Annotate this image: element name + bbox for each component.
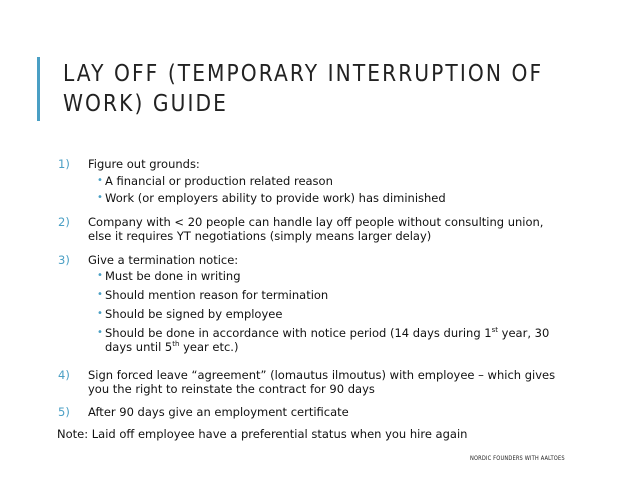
sub-bullet (97, 174, 570, 188)
list-item-text: you the right to reinstate the contract for 90 days (88, 382, 375, 396)
list-item-2 (58, 215, 570, 243)
list-number: 4) (58, 368, 70, 382)
list-item-1 (58, 157, 570, 205)
list-item-text: Figure out grounds: (88, 157, 200, 171)
sub-bullet-text: Should mention reason for termination (105, 288, 329, 302)
sub-bullet-text: A financial or production related reason (105, 174, 333, 188)
sub-bullet (97, 288, 570, 302)
list-item-text: else it requires YT negotiations (simply means larger delay) (88, 229, 432, 243)
sub-bullet-text: Must be done in writing (105, 269, 241, 283)
slide-title-line-2: WORK) GUIDE (63, 89, 228, 117)
slide-title (63, 58, 544, 118)
list-item-text: Give a termination notice: (88, 253, 239, 267)
list-number: 3) (58, 253, 70, 267)
list-item-4 (58, 368, 570, 396)
sub-bullet-text: year etc.) (179, 340, 239, 354)
superscript: th (172, 340, 180, 349)
slide-title-line-1: LAY OFF (TEMPORARY INTERRUPTION OF (63, 59, 544, 87)
sub-bullet-text: days until 5 (105, 340, 173, 354)
sub-bullet-text: Work (or employers ability to provide work) has diminished (105, 191, 446, 205)
list-number: 5) (58, 405, 70, 419)
sub-bullet-text: Should be done in accordance with notice period (14 days during 1 (105, 326, 492, 340)
list-number: 2) (58, 215, 70, 229)
title-accent-bar (37, 57, 40, 121)
list-item-3 (58, 253, 570, 354)
slide-content (58, 157, 570, 441)
sub-bullet (97, 326, 570, 354)
sub-bullet-text: Should be signed by employee (105, 307, 283, 321)
list-item-text: After 90 days give an employment certificate (88, 405, 349, 419)
sub-bullet (97, 269, 570, 283)
list-item-5 (58, 405, 570, 419)
sub-bullet (97, 307, 570, 321)
superscript: st (491, 326, 499, 335)
sub-bullet (97, 191, 570, 205)
footer-text: NORDIC FOUNDERS WITH AALTOES (470, 455, 565, 462)
note-text: Note: Laid off employee have a preferential status when you hire again (57, 427, 468, 441)
list-number: 1) (58, 157, 70, 171)
list-item-text: Company with < 20 people can handle lay off people without consulting union, (88, 215, 544, 229)
list-item-text: Sign forced leave “agreement” (lomautus ilmoutus) with employee – which gives (88, 368, 556, 382)
sub-bullet-text: year, 30 (498, 326, 550, 340)
